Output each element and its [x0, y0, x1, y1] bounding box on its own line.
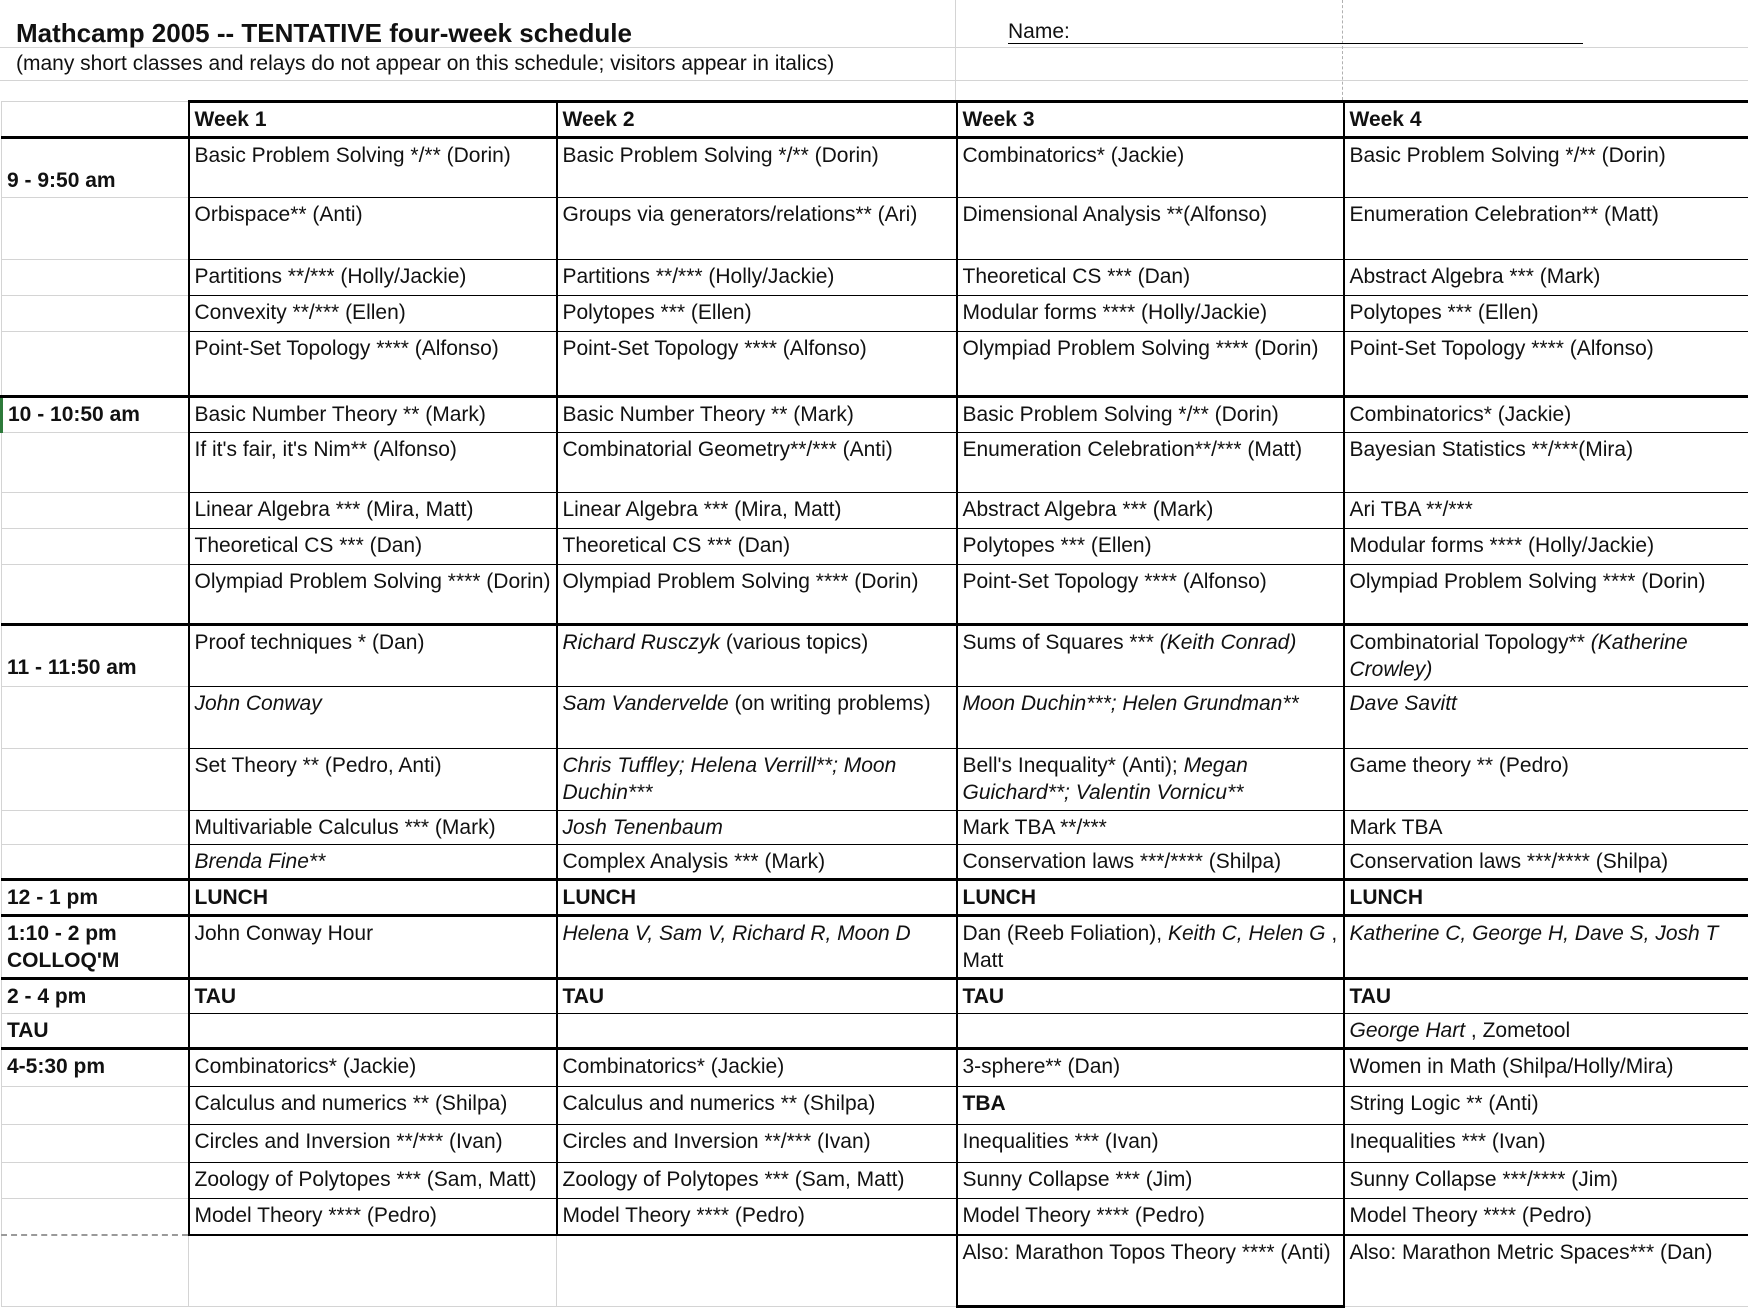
page-subtitle: (many short classes and relays do not appear on this schedule; visitors appear in italics) — [16, 52, 835, 75]
table-row — [2, 493, 1748, 529]
time-label: 11 - 11:50 am — [2, 625, 189, 687]
empty-cell — [189, 1235, 557, 1307]
class-cell[interactable]: Model Theory **** (Pedro) — [957, 1199, 1344, 1235]
tau-cell: TAU — [957, 979, 1344, 1014]
class-cell[interactable]: Sunny Collapse ***/**** (Jim) — [1344, 1163, 1748, 1199]
schedule-table — [0, 100, 1748, 1308]
class-cell[interactable]: Model Theory **** (Pedro) — [189, 1199, 557, 1235]
class-cell[interactable]: Basic Problem Solving */** (Dorin) — [1344, 138, 1748, 198]
class-cell[interactable]: Modular forms **** (Holly/Jackie) — [1344, 529, 1748, 565]
week-header: Week 3 — [957, 102, 1344, 138]
class-cell[interactable] — [189, 687, 557, 749]
colloquium-cell[interactable] — [957, 916, 1344, 979]
gridline — [0, 80, 1748, 81]
visitor-name: Josh Tenenbaum — [562, 816, 723, 839]
visitor-name: Richard Rusczyk — [562, 631, 721, 654]
time-cell-empty — [2, 687, 189, 749]
class-cell[interactable]: If it's fair, it's Nim** (Alfonso) — [189, 433, 557, 493]
table-row — [2, 198, 1748, 260]
tau-cell: TAU — [1344, 979, 1748, 1014]
tau-row — [2, 1014, 1748, 1049]
marathon-row — [2, 1235, 1748, 1307]
tau-cell-empty — [957, 1014, 1344, 1049]
time-cell-empty — [2, 433, 189, 493]
table-row — [2, 138, 1748, 198]
time-cell-empty — [2, 749, 189, 811]
page-title: Mathcamp 2005 -- TENTATIVE four-week schedule — [16, 18, 632, 48]
time-cell-empty — [2, 811, 189, 845]
class-cell[interactable]: Proof techniques * (Dan) — [189, 625, 557, 687]
visitor-name: (Keith Conrad) — [1159, 631, 1297, 654]
time-cell-empty — [2, 529, 189, 565]
class-cell[interactable]: Mark TBA **/*** — [957, 811, 1344, 845]
time-cell-empty — [2, 260, 189, 296]
lunch-cell: LUNCH — [189, 880, 557, 916]
table-row — [2, 1087, 1748, 1125]
class-note: (various topics) — [720, 631, 869, 654]
table-row — [2, 565, 1748, 625]
marathon-cell[interactable]: Also: Marathon Topos Theory **** (Anti) — [957, 1235, 1344, 1307]
table-row — [2, 811, 1748, 845]
table-row — [2, 433, 1748, 493]
class-title: Combinatorial Topology** — [1349, 631, 1591, 654]
visitor-name: John Conway — [194, 692, 322, 715]
tau-cell[interactable] — [1344, 1014, 1748, 1049]
class-cell[interactable]: Model Theory **** (Pedro) — [557, 1199, 957, 1235]
class-cell[interactable]: Basic Problem Solving */** (Dorin) — [957, 397, 1344, 433]
time-note: COLLOQ'M — [7, 949, 120, 972]
class-cell[interactable] — [957, 687, 1344, 749]
class-cell[interactable]: Point-Set Topology **** (Alfonso) — [1344, 332, 1748, 397]
class-cell[interactable]: Polytopes *** (Ellen) — [1344, 296, 1748, 332]
class-cell[interactable]: Basic Number Theory ** (Mark) — [189, 397, 557, 433]
table-row — [2, 1199, 1748, 1235]
class-cell[interactable]: Set Theory ** (Pedro, Anti) — [189, 749, 557, 811]
table-header-row — [2, 102, 1748, 138]
time-label — [2, 916, 189, 979]
class-cell[interactable]: Dimensional Analysis **(Alfonso) — [957, 198, 1344, 260]
time-cell-empty — [2, 198, 189, 260]
visitor-name: Katherine C, George H, Dave S, Josh T — [1349, 922, 1719, 945]
colloquium-cell[interactable]: John Conway Hour — [189, 916, 557, 979]
class-cell[interactable]: Theoretical CS *** (Dan) — [957, 260, 1344, 296]
time-cell-empty — [2, 565, 189, 625]
class-cell[interactable]: Basic Problem Solving */** (Dorin) — [189, 138, 557, 198]
gridline — [955, 0, 956, 100]
visitor-name: Helena V, Sam V, Richard R, Moon D — [562, 922, 911, 945]
time-label: 4-5:30 pm — [2, 1049, 189, 1087]
table-row — [2, 529, 1748, 565]
time-cell-empty — [2, 1199, 189, 1235]
class-cell[interactable]: Calculus and numerics ** (Shilpa) — [189, 1087, 557, 1125]
time-range: 1:10 - 2 pm — [7, 922, 117, 945]
visitor-name: Brenda Fine** — [194, 850, 326, 873]
class-cell[interactable] — [957, 625, 1344, 687]
marathon-cell[interactable]: Also: Marathon Metric Spaces*** (Dan) — [1344, 1235, 1748, 1307]
class-cell[interactable]: Multivariable Calculus *** (Mark) — [189, 811, 557, 845]
table-row — [2, 749, 1748, 811]
class-title: Bell's Inequality* (Anti); — [962, 754, 1184, 777]
class-cell[interactable]: Inequalities *** (Ivan) — [957, 1125, 1344, 1163]
class-cell[interactable] — [557, 625, 957, 687]
colloquium-cell[interactable] — [557, 916, 957, 979]
class-cell[interactable]: Linear Algebra *** (Mira, Matt) — [557, 493, 957, 529]
week-header: Week 4 — [1344, 102, 1748, 138]
visitor-name: Sam Vandervelde — [562, 692, 729, 715]
time-cell-empty — [2, 845, 189, 880]
class-cell[interactable]: Circles and Inversion **/*** (Ivan) — [189, 1125, 557, 1163]
class-cell[interactable]: Olympiad Problem Solving **** (Dorin) — [1344, 565, 1748, 625]
class-cell[interactable]: Point-Set Topology **** (Alfonso) — [557, 332, 957, 397]
lunch-row — [2, 880, 1748, 916]
table-row — [2, 1049, 1748, 1087]
class-cell[interactable]: Combinatorics* (Jackie) — [957, 138, 1344, 198]
class-cell[interactable]: Abstract Algebra *** (Mark) — [957, 493, 1344, 529]
class-cell[interactable]: Enumeration Celebration**/*** (Matt) — [957, 433, 1344, 493]
class-cell[interactable]: Olympiad Problem Solving **** (Dorin) — [557, 565, 957, 625]
class-cell[interactable]: Polytopes *** (Ellen) — [957, 529, 1344, 565]
visitor-name: Megan Guichard**; Valentin Vornicu** — [962, 754, 1248, 804]
visitor-name: Dave Savitt — [1349, 692, 1457, 715]
speaker: , Matt — [962, 922, 1338, 972]
name-field-line[interactable] — [1008, 43, 1583, 44]
class-cell[interactable]: Theoretical CS *** (Dan) — [189, 529, 557, 565]
colloquium-cell[interactable] — [1344, 916, 1748, 979]
class-cell[interactable]: Model Theory **** (Pedro) — [1344, 1199, 1748, 1235]
class-cell[interactable]: Convexity **/*** (Ellen) — [189, 296, 557, 332]
time-label: 9 - 9:50 am — [2, 138, 189, 198]
class-cell[interactable]: Theoretical CS *** (Dan) — [557, 529, 957, 565]
time-cell-empty — [2, 1163, 189, 1199]
week-header: Week 1 — [189, 102, 557, 138]
class-cell[interactable] — [957, 749, 1344, 811]
tau-cell-empty — [557, 1014, 957, 1049]
class-cell[interactable]: Basic Problem Solving */** (Dorin) — [557, 138, 957, 198]
class-cell[interactable]: Circles and Inversion **/*** (Ivan) — [557, 1125, 957, 1163]
class-cell[interactable]: Point-Set Topology **** (Alfonso) — [189, 332, 557, 397]
visitor-name: Chris Tuffley; Helena Verrill**; Moon Duchin*** — [562, 754, 897, 804]
class-cell[interactable]: Point-Set Topology **** (Alfonso) — [957, 565, 1344, 625]
class-cell[interactable]: Zoology of Polytopes *** (Sam, Matt) — [189, 1163, 557, 1199]
tau-row — [2, 979, 1748, 1014]
class-cell[interactable]: Combinatorics* (Jackie) — [189, 1049, 557, 1087]
class-title: Sums of Squares *** — [962, 631, 1160, 654]
table-row — [2, 332, 1748, 397]
empty-cell — [557, 1235, 957, 1307]
sheet-header — [0, 0, 1748, 100]
class-cell[interactable]: Conservation laws ***/**** (Shilpa) — [957, 845, 1344, 880]
lunch-cell: LUNCH — [1344, 880, 1748, 916]
class-cell[interactable] — [557, 687, 957, 749]
tau-cell: TAU — [189, 979, 557, 1014]
class-cell[interactable]: Conservation laws ***/**** (Shilpa) — [1344, 845, 1748, 880]
week-header: Week 2 — [557, 102, 957, 138]
table-row — [2, 845, 1748, 880]
table-row — [2, 1163, 1748, 1199]
name-label: Name: — [1008, 20, 1070, 43]
class-cell[interactable]: Modular forms **** (Holly/Jackie) — [957, 296, 1344, 332]
table-row — [2, 260, 1748, 296]
class-note: (on writing problems) — [728, 692, 931, 715]
visitor-name: George Hart — [1349, 1019, 1466, 1042]
visitor-name: Moon Duchin***; Helen Grundman** — [962, 692, 1299, 715]
class-cell[interactable]: Women in Math (Shilpa/Holly/Mira) — [1344, 1049, 1748, 1087]
table-row — [2, 625, 1748, 687]
class-cell[interactable]: Complex Analysis *** (Mark) — [557, 845, 957, 880]
time-cell-empty — [2, 1087, 189, 1125]
time-cell-empty — [2, 296, 189, 332]
class-cell[interactable]: Linear Algebra *** (Mira, Matt) — [189, 493, 557, 529]
class-cell[interactable]: Zoology of Polytopes *** (Sam, Matt) — [557, 1163, 957, 1199]
class-cell[interactable]: Partitions **/*** (Holly/Jackie) — [189, 260, 557, 296]
page-break-line — [1342, 0, 1343, 100]
class-cell[interactable] — [189, 845, 557, 880]
class-cell[interactable]: Ari TBA **/*** — [1344, 493, 1748, 529]
corner-cell — [2, 102, 189, 138]
lunch-cell: LUNCH — [557, 880, 957, 916]
class-cell[interactable] — [557, 749, 957, 811]
speaker: Dan (Reeb Foliation), — [962, 922, 1168, 945]
tau-cell-empty — [189, 1014, 557, 1049]
class-cell[interactable]: Groups via generators/relations** (Ari) — [557, 198, 957, 260]
class-cell[interactable]: Orbispace** (Anti) — [189, 198, 557, 260]
time-cell-empty — [2, 1125, 189, 1163]
colloquium-row — [2, 916, 1748, 979]
time-label: 10 - 10:50 am — [2, 397, 189, 433]
class-cell[interactable]: Calculus and numerics ** (Shilpa) — [557, 1087, 957, 1125]
class-cell[interactable]: TBA — [957, 1087, 1344, 1125]
class-cell[interactable]: Olympiad Problem Solving **** (Dorin) — [189, 565, 557, 625]
time-label: 2 - 4 pm — [2, 979, 189, 1014]
class-cell[interactable]: Partitions **/*** (Holly/Jackie) — [557, 260, 957, 296]
class-cell[interactable] — [1344, 625, 1748, 687]
class-cell[interactable]: Enumeration Celebration** (Matt) — [1344, 198, 1748, 260]
class-cell[interactable]: String Logic ** (Anti) — [1344, 1087, 1748, 1125]
time-label: TAU — [2, 1014, 189, 1049]
class-cell[interactable]: Basic Number Theory ** (Mark) — [557, 397, 957, 433]
table-row — [2, 397, 1748, 433]
visitor-name: (Katherine Crowley) — [1349, 631, 1688, 681]
class-cell[interactable]: Mark TBA — [1344, 811, 1748, 845]
time-label: 12 - 1 pm — [2, 880, 189, 916]
table-row — [2, 296, 1748, 332]
time-cell-empty — [2, 493, 189, 529]
class-cell[interactable]: Inequalities *** (Ivan) — [1344, 1125, 1748, 1163]
class-cell[interactable]: Game theory ** (Pedro) — [1344, 749, 1748, 811]
time-cell-empty — [2, 332, 189, 397]
class-cell[interactable]: Combinatorics* (Jackie) — [557, 1049, 957, 1087]
class-cell[interactable]: Combinatorial Geometry**/*** (Anti) — [557, 433, 957, 493]
class-cell[interactable]: Abstract Algebra *** (Mark) — [1344, 260, 1748, 296]
lunch-cell: LUNCH — [957, 880, 1344, 916]
class-cell[interactable]: Sunny Collapse *** (Jim) — [957, 1163, 1344, 1199]
class-cell[interactable]: Polytopes *** (Ellen) — [557, 296, 957, 332]
class-cell[interactable]: 3-sphere** (Dan) — [957, 1049, 1344, 1087]
table-row — [2, 687, 1748, 749]
class-cell[interactable] — [1344, 687, 1748, 749]
class-cell[interactable]: Bayesian Statistics **/***(Mira) — [1344, 433, 1748, 493]
class-cell[interactable] — [557, 811, 957, 845]
table-row — [2, 1125, 1748, 1163]
class-cell[interactable]: Olympiad Problem Solving **** (Dorin) — [957, 332, 1344, 397]
tau-topic: , Zometool — [1465, 1019, 1571, 1042]
empty-cell — [2, 1235, 189, 1307]
class-cell[interactable]: Combinatorics* (Jackie) — [1344, 397, 1748, 433]
visitor-name: Keith C, Helen G — [1167, 922, 1326, 945]
tau-cell: TAU — [557, 979, 957, 1014]
